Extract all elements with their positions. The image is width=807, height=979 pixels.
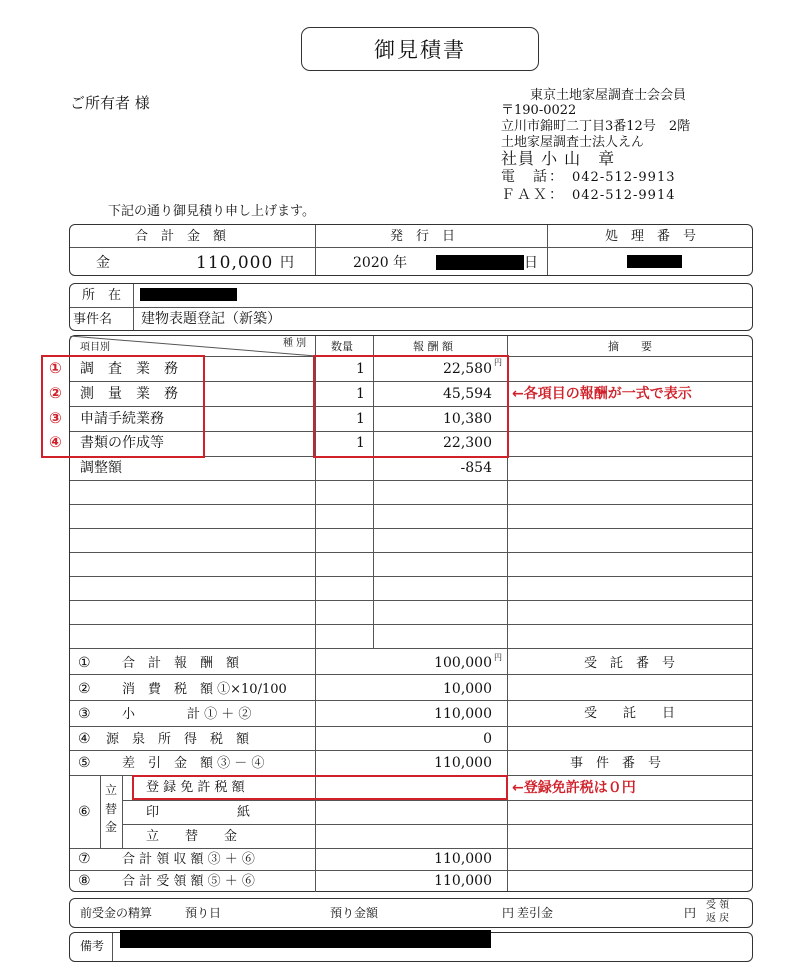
item-qty-3: 1	[356, 411, 365, 427]
recipient: ご所有者 様	[70, 94, 150, 112]
advance-mark: ⑥	[78, 804, 91, 820]
issuer-tel: 042-512-9913	[572, 170, 676, 185]
item-fee-3: 10,380	[443, 411, 492, 427]
total-mark-3: ③	[78, 706, 91, 722]
total-label-2: 消 費 税 額 ①×10/100	[122, 682, 287, 697]
item-mark-4: ④	[49, 433, 62, 451]
item-name-1: 調 査 業 務	[80, 361, 178, 377]
adjust-value: -854	[460, 460, 492, 476]
final-value-7: 110,000	[434, 851, 492, 867]
refund-label: 返 戻	[706, 913, 730, 924]
case-label: 事件名	[73, 312, 113, 327]
total-mark-1: ①	[78, 655, 91, 671]
total-label: 合 計 金 額	[135, 229, 227, 244]
intro-text: 下記の通り御見積り申し上げます。	[108, 204, 315, 219]
item-fee-2: 45,594	[443, 386, 492, 402]
total-label-3: 小 計 ① ＋ ②	[122, 707, 252, 722]
header-fee: 報 酬 額	[413, 340, 453, 353]
process-number-label: 処 理 番 号	[605, 229, 697, 244]
currency-prefix: 金	[96, 255, 110, 271]
redacted-location	[140, 288, 237, 301]
total-amount: 110,000	[196, 253, 274, 273]
redacted-issue-date	[436, 255, 524, 270]
item-name-2: 測 量 業 務	[80, 386, 178, 402]
location-label: 所 在	[82, 288, 122, 303]
receive-label: 受 領	[706, 900, 730, 911]
callout-fee: ←各項目の報酬が一式で表示	[512, 386, 692, 402]
issue-year: 2020 年	[353, 255, 408, 271]
final-mark-7: ⑦	[78, 851, 91, 867]
redacted-remarks	[120, 930, 491, 948]
item-fee-unit-1: 円	[494, 358, 502, 367]
highlight-item-names	[41, 355, 205, 458]
advance-settlement-box	[69, 898, 753, 928]
deposit-yen: 円	[502, 906, 515, 920]
highlight-item-fees	[313, 355, 509, 458]
total-yen: 円	[280, 255, 294, 271]
item-name-4: 書類の作成等	[80, 435, 164, 451]
header-item: 項目別	[80, 342, 110, 353]
advance-vertical-3: 金	[105, 820, 118, 834]
issue-date-label: 発 行 日	[390, 229, 456, 244]
header-note: 摘 要	[608, 340, 652, 353]
deposit-day-label: 預り日	[185, 906, 222, 920]
header-qty: 数量	[331, 340, 353, 353]
item-mark-1: ①	[49, 359, 62, 377]
total-mark-4: ④	[78, 731, 91, 747]
total-label-1: 合 計 報 酬 額	[122, 656, 240, 671]
total-value-3: 110,000	[434, 706, 492, 722]
total-label-4: 源 泉 所 得 税 額	[106, 732, 250, 747]
final-label-7: 合 計 領 収 額 ③ ＋ ⑥	[122, 852, 255, 867]
item-mark-2: ②	[49, 384, 62, 402]
issuer-postal: 〒190-0022	[501, 103, 577, 118]
total-label-5: 差 引 金 額 ③ － ④	[122, 756, 265, 771]
remarks-label: 備考	[80, 939, 105, 953]
stamp-label: 印 紙	[146, 805, 251, 820]
item-name-3: 申請手続業務	[80, 411, 164, 427]
advance-settle-label: 前受金の精算	[80, 906, 153, 920]
total-unit-1: 円	[494, 653, 502, 662]
total-value-2: 10,000	[443, 681, 492, 697]
header-kind: 種 別	[283, 338, 307, 349]
advance-money-label: 立 替 金	[146, 829, 238, 844]
adjust-label: 調整額	[80, 460, 122, 476]
trust-number-label: 受 託 番 号	[584, 656, 676, 671]
total-value-1: 100,000	[434, 655, 492, 671]
final-label-8: 合 計 受 領 額 ⑤ ＋ ⑥	[122, 874, 255, 889]
item-mark-3: ③	[49, 409, 62, 427]
redacted-process-number	[627, 255, 682, 268]
highlight-registration-tax	[132, 775, 508, 800]
issuer-fax-label: ＦＡＸ：	[501, 187, 565, 203]
case-number-label: 事 件 番 号	[570, 756, 662, 771]
deposit-amount-label: 預り金額	[330, 906, 379, 920]
registration-tax-label: 登 録 免 許 税 額	[146, 780, 245, 795]
item-fee-4: 22,300	[443, 435, 492, 451]
issuer-tel-label: 電 話：	[501, 169, 565, 185]
document-title: 御見積書	[374, 38, 466, 62]
advance-vertical-2: 替	[105, 802, 118, 816]
case-value: 建物表題登記（新築）	[141, 311, 281, 327]
issuer-staff: 社員 小 山 章	[501, 149, 616, 168]
total-mark-2: ②	[78, 681, 91, 697]
difference-label: 差引金	[517, 906, 554, 920]
final-mark-8: ⑧	[78, 873, 91, 889]
issuer-corporation: 土地家屋調査士法人えん	[501, 135, 645, 150]
issue-day-suffix: 日	[524, 255, 538, 271]
callout-tax: ←登録免許税は０円	[512, 780, 636, 796]
issuer-association: 東京土地家屋調査士会会員	[530, 88, 687, 103]
item-qty-2: 1	[356, 386, 365, 402]
issuer-address: 立川市錦町二丁目3番12号 2階	[501, 119, 691, 134]
advance-vertical-1: 立	[105, 783, 118, 797]
total-mark-5: ⑤	[78, 755, 91, 771]
total-value-4: 0	[483, 731, 492, 747]
item-qty-4: 1	[356, 435, 365, 451]
difference-yen: 円	[684, 906, 697, 920]
item-qty-1: 1	[356, 361, 365, 377]
trust-date-label: 受 託 日	[584, 706, 676, 721]
final-value-8: 110,000	[434, 873, 492, 889]
total-value-5: 110,000	[434, 755, 492, 771]
issuer-fax: 042-512-9914	[572, 188, 676, 203]
item-fee-1: 22,580	[443, 361, 492, 377]
